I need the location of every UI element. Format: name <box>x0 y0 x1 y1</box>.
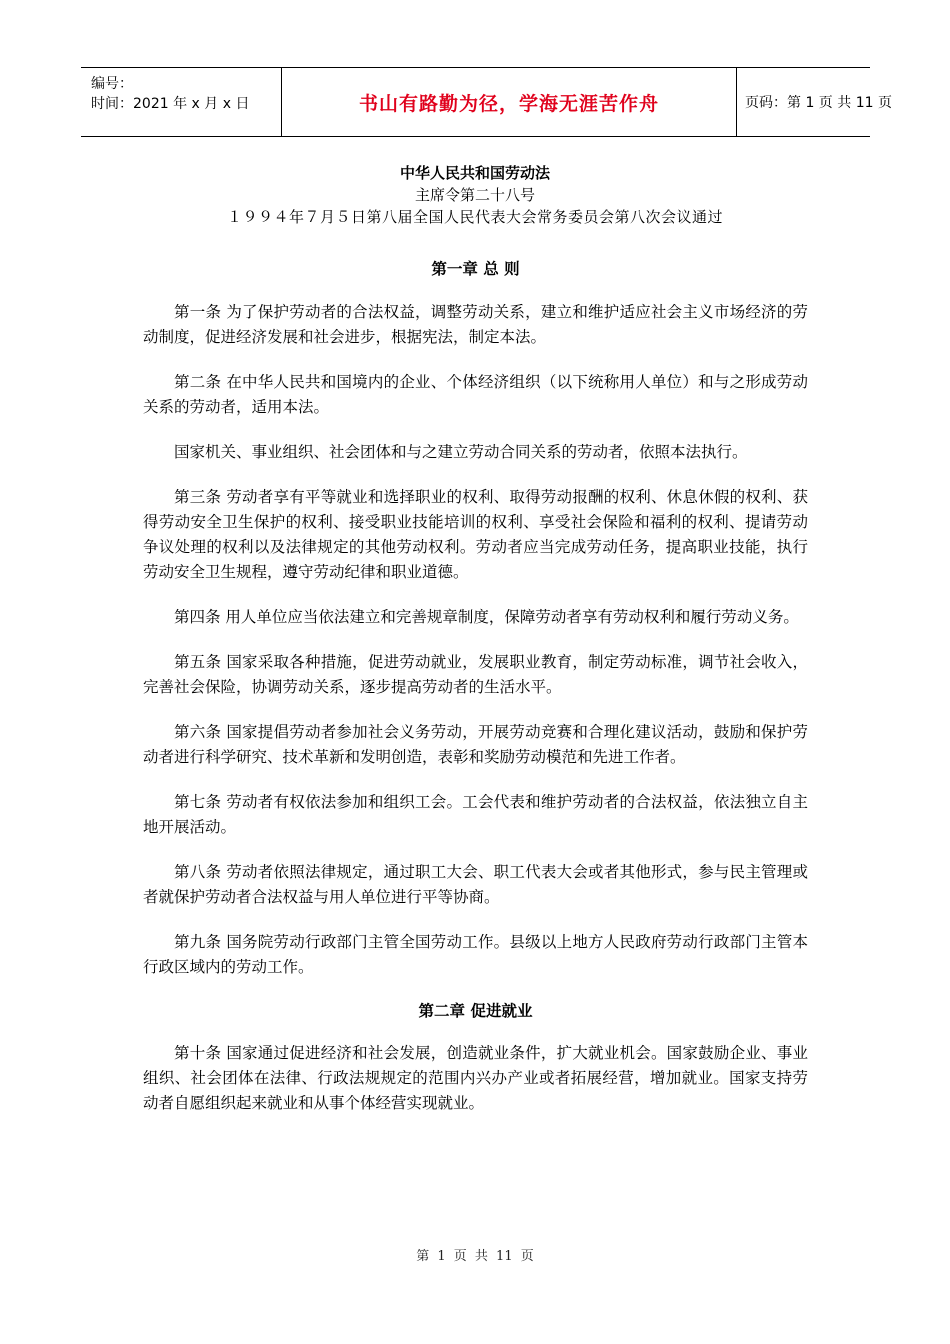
page-footer: 第 1 页 共 11 页 <box>416 1249 534 1264</box>
article-8: 第八条 劳动者依照法律规定，通过职工大会、职工代表大会或者其他形式，参与民主管理或者就保护劳动者合法权益与用人单位进行平等协商。 <box>143 863 808 906</box>
header-motto: 书山有路勤为径，学海无涯苦作舟 <box>281 68 737 136</box>
document-date-label: 时间：2021 年 x 月 x 日 <box>91 96 250 112</box>
chapter-heading: 第二章 促进就业 <box>418 1002 533 1020</box>
article-7: 第七条 劳动者有权依法参加和组织工会。工会代表和维护劳动者的合法权益，依法独立自主地开展活动。 <box>143 793 808 836</box>
article-3: 第三条 劳动者享有平等就业和选择职业的权利、取得劳动报酬的权利、休息休假的权利、获得劳动安全卫生保护的权利、接受职业技能培训的权利、享受社会保险和福利的权利、提请劳动争议处理的权利以及法律规定的其他劳动权利。劳动者应当完成劳动任务，提高职业技能，执行劳动安全卫生规程，遵守劳动纪律和职业道德。 <box>143 488 808 581</box>
article-2: 第二条 在中华人民共和国境内的企业、个体经济组织（以下统称用人单位）和与之形成劳动关系的劳动者，适用本法。 <box>143 373 808 416</box>
document-title-block <box>0 162 950 228</box>
header-page-info: 页码：第 1 页 共 11 页 <box>745 95 892 111</box>
article-5: 第五条 国家采取各种措施，促进劳动就业，发展职业教育，制定劳动标准，调节社会收入，完善社会保险，协调劳动关系，逐步提高劳动者的生活水平。 <box>143 653 808 696</box>
header-meta <box>81 68 281 136</box>
adoption-note: １９９４年７月５日第八届全国人民代表大会常务委员会第八次会议通过 <box>226 208 723 226</box>
article-1: 第一条 为了保护劳动者的合法权益，调整劳动关系，建立和维护适应社会主义市场经济的劳动制度，促进经济发展和社会进步，根据宪法，制定本法。 <box>143 303 808 346</box>
article-10: 第十条 国家通过促进经济和社会发展，创造就业条件，扩大就业机会。国家鼓励企业、事业组织、社会团体在法律、行政法规规定的范围内兴办产业或者拓展经营，增加就业。国家支持劳动者自愿组织起来就业和从事个体经营实现就业。 <box>143 1044 808 1112</box>
document-number-label: 编号： <box>91 76 133 92</box>
article-9: 第九条 国务院劳动行政部门主管全国劳动工作。县级以上地方人民政府劳动行政部门主管本行政区域内的劳动工作。 <box>143 933 808 976</box>
document-body <box>143 258 808 1136</box>
chapter-heading: 第一章 总 则 <box>431 260 520 278</box>
article-2-paragraph-2: 国家机关、事业组织、社会团体和与之建立劳动合同关系的劳动者，依照本法执行。 <box>174 443 748 461</box>
article-6: 第六条 国家提倡劳动者参加社会义务劳动，开展劳动竞赛和合理化建议活动，鼓励和保护劳动者进行科学研究、技术革新和发明创造，表彰和奖励劳动模范和先进工作者。 <box>143 723 808 766</box>
presidential-order: 主席令第二十八号 <box>414 186 535 204</box>
page-header <box>81 67 892 137</box>
document-title: 中华人民共和国劳动法 <box>399 164 550 182</box>
article-4: 第四条 用人单位应当依法建立和完善规章制度，保障劳动者享有劳动权利和履行劳动义务。 <box>174 608 799 626</box>
